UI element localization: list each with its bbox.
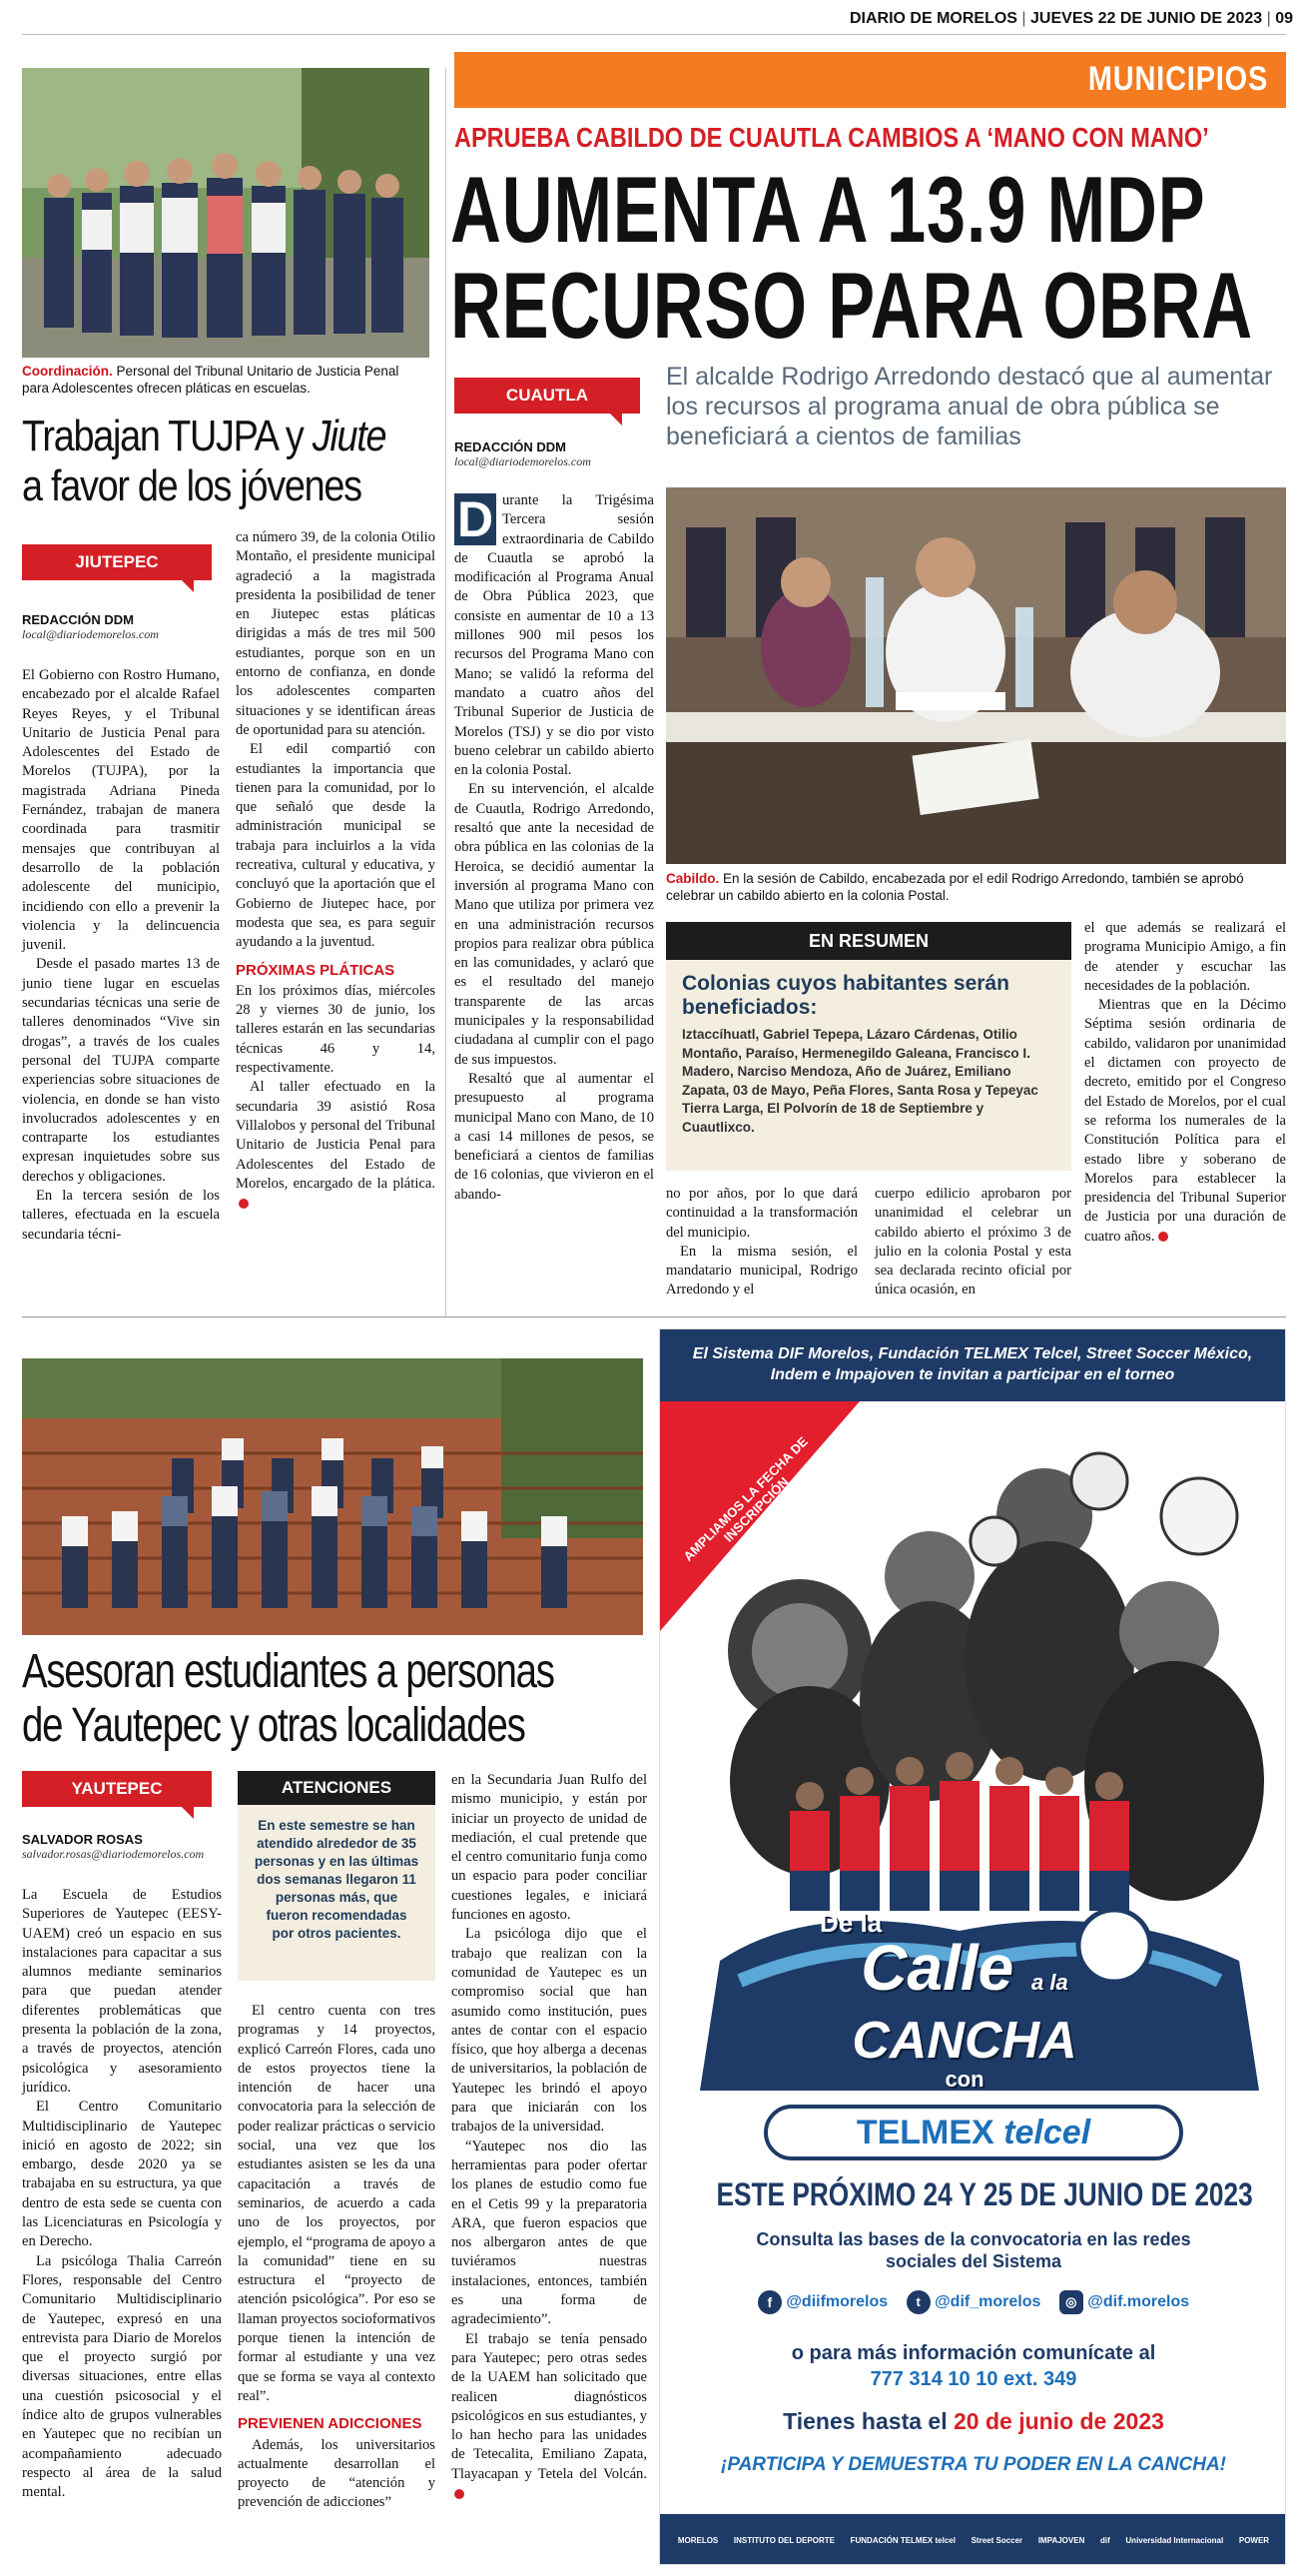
ad-header: El Sistema DIF Morelos, Fundación TELMEX Telcel, Street Soccer México, Indem e Impajoven te invitan a participar en el torneo bbox=[660, 1329, 1285, 1401]
section-label: MUNICIPIOS bbox=[1087, 60, 1268, 98]
end-mark bbox=[454, 2489, 464, 2499]
paragraph: El trabajo se tenía pensado para Yautepec; pero otras sedes de la UAEM han solicitado que realicen diagnósticos psicológicos en sus estudiantes, y lo han hecho para las unidades de Tetecalita, Emiliano Zapata, Tlayacapan y Tetela del Volcán. bbox=[451, 2330, 647, 2504]
story2-col-4 bbox=[1084, 919, 1286, 1247]
paragraph: En la misma sesión, el mandatario municipal, Rodrigo Arredondo y el bbox=[666, 1243, 858, 1298]
facebook-icon: f bbox=[758, 2290, 782, 2314]
ad-ribbon: AMPLIAMOS LA FECHA DE INSCRIPCIÓN bbox=[680, 1433, 811, 1564]
instagram-icon: ◎ bbox=[1059, 2290, 1083, 2314]
tujpa-byline: REDACCIÓN DDM local@diariodemorelos.com bbox=[22, 612, 159, 641]
ad-deadline: Tienes hasta el 20 de junio de 2023 bbox=[783, 2408, 1164, 2434]
ad-phone: 777 314 10 10 ext. 349 bbox=[870, 2368, 1077, 2390]
jiutepec-tag: JIUTEPEC bbox=[22, 544, 212, 580]
story2-byline: REDACCIÓN DDM local@diariodemorelos.com bbox=[454, 439, 591, 468]
paragraph: En los próximos días, miércoles 28 y viernes 30 de junio, los talleres estarán en las secundarias técnicas 46 y 14, respectivamente. bbox=[236, 982, 435, 1077]
story3-title: Asesoran estudiantes a personas de Yautepec y otras localidades bbox=[22, 1645, 554, 1752]
paragraph: “Yautepec nos dio las herramientas para poder ofertar los planes de estudio como fue en el Cetis 99 y la preparatoria ARA, que fueron espacios que nos albergaron antes de que tuviéramos nuestras instalaciones, entonces, también es una forma de agradecimiento”. bbox=[451, 2138, 647, 2328]
tujpa-caption: Coordinación. Personal del Tribunal Unitario de Justicia Penal para Adolescentes ofrecen pláticas en escuelas. bbox=[22, 364, 399, 396]
subhead-proximas: PRÓXIMAS PLÁTICAS bbox=[236, 961, 395, 979]
students-photo bbox=[22, 1358, 643, 1635]
paragraph: Resaltó que al aumentar el presupuesto al programa municipal Mano con Mano, de 10 a casi 14 millones de pesos, se beneficiará a cientos de familias de 16 colonias, que vivieron en el abando- bbox=[454, 1070, 654, 1203]
story3-col-1 bbox=[22, 1886, 222, 2503]
issue-date: JUEVES 22 DE JUNIO DE 2023 bbox=[1030, 10, 1263, 27]
tujpa-title: Trabajan TUJPA y Jiute a favor de los jóvenes bbox=[22, 412, 386, 510]
paragraph: ca número 39, de la colonia Otilio Montaño, el presidente municipal agradeció a la magistrada presidenta la posibilidad de tener en Jiutepec estas pláticas dirigidas a más de tres mil 500 estudiantes, porque son en un entorno de confianza, en donde los adolescentes comparten situaciones y se identifican áreas de oportunidad para su atención. bbox=[236, 529, 435, 738]
story2-col-2 bbox=[666, 1185, 858, 1300]
divider-h1 bbox=[22, 1316, 1286, 1317]
story2-deck: El alcalde Rodrigo Arredondo destacó que al aumentar los recursos al programa anual de obra pública se beneficiará a cientos de familias bbox=[666, 363, 1273, 450]
masthead-rule bbox=[22, 34, 1286, 35]
paragraph: Mientras que en la Décimo Séptima sesión ordinaria de cabildo, validaron por unanimidad el dictamen con proyecto de decreto, emitido por el Congreso del Estado de Morelos, por el cual se reforma los numerales de la Constitución Política para el estado libre y soberano de Morelos para establecer la presidencia del Tribunal Superior de Justicia por una duración de cuatro años. bbox=[1084, 997, 1286, 1245]
paragraph: En su intervención, el alcalde de Cuautla, Rodrigo Arredondo, resaltó que ante la necesidad de obra pública en las colonias de la Heroica, se decidió aumentar la inversión al programa Mano con Mano que utiliza por primera vez en una administración recursos propios para realizar obra pública en las comunidades, y aclaró que es el resultado del manejo transparente de las arcas municipales y la responsabilidad ciudadana al cumplir con el pago de sus impuestos. bbox=[454, 781, 654, 1068]
ad-social: f @diifmorelos t @dif_morelos ◎ @dif.morelos bbox=[660, 2290, 1286, 2314]
atenciones-box bbox=[238, 1771, 435, 1981]
story2-col-3 bbox=[875, 1185, 1071, 1300]
tujpa-col-2 bbox=[236, 528, 435, 1213]
paragraph: El Centro Comunitario Multidisciplinario de Yautepec inició en agosto de 2022; sin embargo, desde 2020 ya se trabajaba en su estructura, ya que dentro de esta sede se cuenta con las Licenciaturas en Psicología y en Derecho. bbox=[22, 2099, 222, 2250]
dif-ad bbox=[659, 1328, 1286, 2565]
paragraph: urante la Trigésima Tercera sesión extraordinaria de Cabildo de Cuautla se aprobó la modificación al Programa Anual de Obra Pública 2023, que consiste en aumentar de 10 a 13 millones 900 mil pesos los recursos del Programa Mano con Mano; se validó la reforma del mandato a cuatro años del Tribunal Superior de Justicia de Morelos (TSJ) y se dio por visto bueno celebrar un cabildo abierto en la colonia Postal. bbox=[454, 492, 654, 779]
paragraph: El edil compartió con estudiantes la importancia que tienen para la comunidad, por lo que señaló que desde la administración municipal se trabaja para incluirlos a la vida recreativa, cultural y educativa, y concluyó que la aportación que el Gobierno de Jiutepec hace, por modesta que sea, es para seguir ayudando a la juventud. bbox=[236, 741, 435, 951]
paragraph: La psicóloga Thalia Carreón Flores, responsable del Centro Comunitario Multidisciplinario de Yautepec, expresó en una entrevista para Diario de Morelos que el proyecto surgió por diversas situaciones, entre ellas una cuestión psicosocial y el índice alto de grupos vulnerables en Yautepec que no recibían un acompañamiento adecuado respecto al área de la salud mental. bbox=[22, 2252, 222, 2501]
resumen-text: Iztaccíhuatl, Gabriel Tepepa, Lázaro Cárdenas, Otilio Montaño, Paraíso, Hermenegildo Galeana, Francisco I. Madero, Narciso Mendoza, Año de Juárez, Emiliano Zapata, 03 de Mayo, Peña Flores, Santa Rosa y Tepeyac Tierra Larga, El Polvorín de 18 de Septiembre y Cuautlixco. bbox=[682, 1027, 1038, 1135]
telmex-telcel-logo: TELMEX telcel bbox=[764, 2105, 1183, 2160]
page-number: 09 bbox=[1275, 10, 1293, 27]
resumen-box bbox=[666, 922, 1071, 1171]
story3-col-3 bbox=[451, 1771, 647, 2503]
end-mark bbox=[1158, 1232, 1168, 1242]
paragraph: El centro cuenta con tres programas y 14 proyectos, explicó Carreón Flores, cada uno de estos proyectos tiene la intención de hacer una convocatoria para la selección de poder realizar prácticas o servicio social, una vez que los estudiantes asisten se les da una capacitación a través de seminarios, de acuerdo a cada uno de los proyectos, por ejemplo, el “programa de apoyo a la comunidad” tiene en su estructura el “proyecto de atención psicológica”. Por eso se llaman proyectos socioformativos porque tienen la intención de formar al estudiante y una vez que se forma se vaya al contexto real”. bbox=[238, 2003, 435, 2404]
ad-consult: Consulta las bases de la convocatoria en las redes sociales del Sistema bbox=[756, 2229, 1191, 2271]
section-banner bbox=[454, 52, 1286, 108]
end-mark bbox=[239, 1199, 249, 1209]
paragraph: En la tercera sesión de los talleres, efectuada en la escuela secundaria técni- bbox=[22, 1188, 220, 1243]
paragraph: La psicóloga dijo que el trabajo que realizan con la comunidad de Yautepec es un compromiso social que han asumido como institución, pues antes de contar con el espacio físico, que hoy alberga a decenas de universitarios, la población de Yautepec les brindó el apoyo para que iniciarán con los trabajos de la universidad. bbox=[451, 1926, 647, 2136]
divider-v1 bbox=[445, 68, 446, 1316]
paragraph: en la Secundaria Juan Rulfo del mismo municipio, y están por iniciar un proyecto de unidad de mediación, el cual pretende que el centro comunitario funja como un espacio para poder conciliar cuestiones legales, e iniciará funciones en agosto. bbox=[451, 1772, 647, 1924]
paper-name: DIARIO DE MORELOS bbox=[849, 10, 1017, 27]
paragraph: cuerpo edilicio aprobaron por unanimidad el celebrar un cabildo abierto el próximo 3 de julio en la colonia Postal y esta sea declarada recinto oficial por única ocasión, en bbox=[875, 1186, 1071, 1298]
story3-byline: SALVADOR ROSAS salvador.rosas@diariodemorelos.com bbox=[22, 1832, 205, 1861]
paragraph: el que además se realizará el programa Municipio Amigo, a fin de atender y escuchar las necesidades de la población. bbox=[1084, 920, 1286, 994]
story3-col-2 bbox=[238, 2002, 435, 2513]
cabildo-caption: Cabildo. En la sesión de Cabildo, encabezada por el edil Rodrigo Arredondo, también se aprobó celebrar un cabildo abierto en la colonia Postal. bbox=[666, 871, 1244, 903]
atenciones-text: En este semestre se han atendido alrededor de 35 personas y en las últimas dos semanas llegaron 11 personas más, que fueron recomendadas por otros pacientes. bbox=[254, 1818, 419, 1941]
paragraph: La Escuela de Estudios Superiores de Yautepec (EESY-UAEM) creó un espacio en sus instalaciones para capacitar a sus alumnos mediante seminarios para que puedan atender diferentes problemáticas que presenta la población de la zona, a través de proyectos, atención psicológica y asesoramiento jurídico. bbox=[22, 1887, 222, 2096]
story2-headline: AUMENTA A 13.9 MDP RECURSO PARA OBRA bbox=[450, 157, 1253, 358]
story2-col-1 bbox=[454, 491, 654, 1205]
dropcap: D bbox=[454, 493, 496, 545]
paragraph: Desde el pasado martes 13 de junio tiene lugar en escuelas secundarias técnicas una serie de talleres denominados “Vive sin drogas”, a través de los cuales personal del TUJPA comparte experiencias sobre situaciones de violencia, en donde se han visto involucrados adolescentes y en contraparte los estudiantes expresan inquietudes sobre sus derechos y obligaciones. bbox=[22, 956, 220, 1185]
paragraph: no por años, por lo que dará continuidad a la transformación del municipio. bbox=[666, 1186, 858, 1241]
resumen-header: EN RESUMEN bbox=[666, 922, 1071, 960]
ad-logo: De la Calle a la CANCHA con bbox=[820, 1908, 1077, 2092]
paragraph: Al taller efectuado en la secundaria 39 asistió Rosa Villalobos y personal del Tribunal Unitario de Justicia Penal para Adolescentes del Estado de Morelos, encargado de la plática. bbox=[236, 1078, 435, 1213]
tujpa-photo bbox=[22, 68, 429, 358]
atenciones-header: ATENCIONES bbox=[238, 1771, 435, 1805]
masthead: DIARIO DE MORELOS | JUEVES 22 DE JUNIO DE 2023 | 09 bbox=[849, 10, 1293, 27]
tujpa-col-1 bbox=[22, 666, 220, 1245]
cabildo-photo bbox=[666, 487, 1286, 864]
resumen-title: Colonias cuyos habitantes serán beneficiados: bbox=[682, 972, 1009, 1019]
ad-dates: ESTE PRÓXIMO 24 Y 25 DE JUNIO DE 2023 bbox=[716, 2176, 1253, 2212]
yautepec-tag: YAUTEPEC bbox=[22, 1771, 212, 1807]
paragraph: Además, los universitarios actualmente desarrollan el proyecto de “atención y prevención de adicciones” bbox=[238, 2436, 435, 2511]
twitter-icon: t bbox=[907, 2290, 931, 2314]
story2-kicker: APRUEBA CABILDO DE CUAUTLA CAMBIOS A ‘MANO CON MANO’ bbox=[454, 122, 1209, 153]
ad-sponsors: MORELOS INSTITUTO DEL DEPORTE FUNDACIÓN TELMEX telcel Street Soccer IMPAJOVEN dif Universidad Internacional POWER bbox=[660, 2514, 1286, 2565]
ad-info: o para más información comunícate al bbox=[791, 2342, 1156, 2364]
subhead-previenen: PREVIENEN ADICCIONES bbox=[238, 2415, 422, 2433]
cuautla-tag: CUAUTLA bbox=[454, 378, 640, 414]
ad-cta: ¡PARTICIPA Y DEMUESTRA TU PODER EN LA CANCHA! bbox=[721, 2454, 1226, 2475]
paragraph: El Gobierno con Rostro Humano, encabezado por el alcalde Rafael Reyes Reyes, y el Tribunal Unitario de Justicia Penal para Adolescentes del Estado de Morelos (TUJPA), por la magistrada Adriana Pineda Fernández, trabajan de manera coordinada para trasmitir mensajes que contribuyan al desarrollo de la población adolescente del municipio, incidiendo con ello a prevenir la violencia y la delincuencia juvenil. bbox=[22, 667, 220, 954]
